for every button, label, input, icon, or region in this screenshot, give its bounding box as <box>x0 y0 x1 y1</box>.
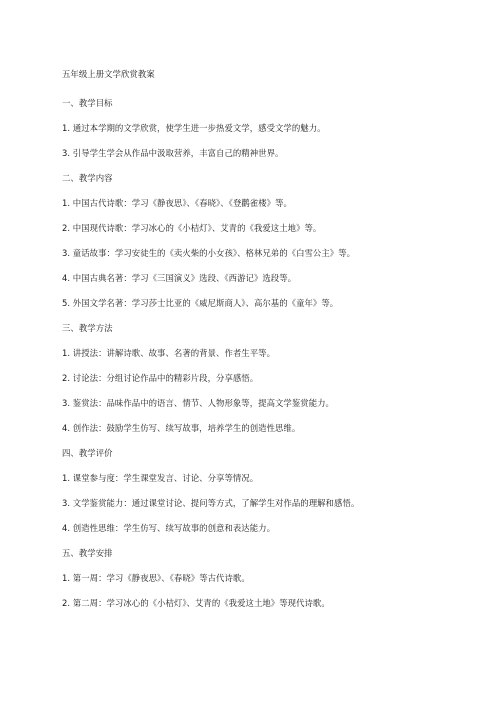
section-heading-schedule: 五、教学安排 <box>62 548 113 558</box>
section-heading-methods: 三、教学方法 <box>62 323 113 333</box>
document-title: 五年级上册文学欣赏教案 <box>62 69 155 79</box>
list-item: 1. 讲授法：讲解诗歌、故事、名著的背景、作者生平等。 <box>62 348 276 358</box>
list-item: 2. 第二周：学习冰心的《小桔灯》、艾青的《我爱这土地》等现代诗歌。 <box>62 598 330 608</box>
list-item: 3. 鉴赏法：品味作品中的语言、情节、人物形象等，提高文学鉴赏能力。 <box>62 398 334 408</box>
list-item: 4. 创作法：鼓励学生仿写、续写故事，培养学生的创造性思维。 <box>62 423 301 433</box>
list-item: 1. 通过本学期的文学欣赏，使学生进一步热爱文学，感受文学的魅力。 <box>62 123 326 133</box>
list-item: 1. 第一周：学习《静夜思》、《春晓》等古代诗歌。 <box>62 573 250 583</box>
list-item: 3. 引导学生学会从作品中汲取营养，丰富自己的精神世界。 <box>62 148 284 158</box>
section-heading-objectives: 一、教学目标 <box>62 98 113 108</box>
list-item: 2. 讨论法：分组讨论作品中的精彩片段，分享感悟。 <box>62 373 259 383</box>
list-item: 4. 创造性思维：学生仿写、续写故事的创意和表达能力。 <box>62 523 276 533</box>
section-heading-evaluation: 四、教学评价 <box>62 448 113 458</box>
list-item: 5. 外国文学名著：学习莎士比亚的《威尼斯商人》、高尔基的《童年》等。 <box>62 298 339 308</box>
list-item: 3. 童话故事：学习安徒生的《卖火柴的小女孩》、格林兄弟的《白雪公主》等。 <box>62 248 356 258</box>
list-item: 2. 中国现代诗歌：学习冰心的《小桔灯》、艾青的《我爱这土地》等。 <box>62 223 322 233</box>
list-item: 1. 课堂参与度：学生课堂发言、讨论、分享等情况。 <box>62 473 259 483</box>
list-item: 4. 中国古典名著：学习《三国演义》选段、《西游记》选段等。 <box>62 273 297 283</box>
section-heading-content: 二、教学内容 <box>62 173 113 183</box>
list-item: 1. 中国古代诗歌：学习《静夜思》、《春晓》、《登鹳雀楼》等。 <box>62 198 292 208</box>
list-item: 3. 文学鉴赏能力：通过课堂讨论、提问等方式，了解学生对作品的理解和感悟。 <box>62 498 360 508</box>
